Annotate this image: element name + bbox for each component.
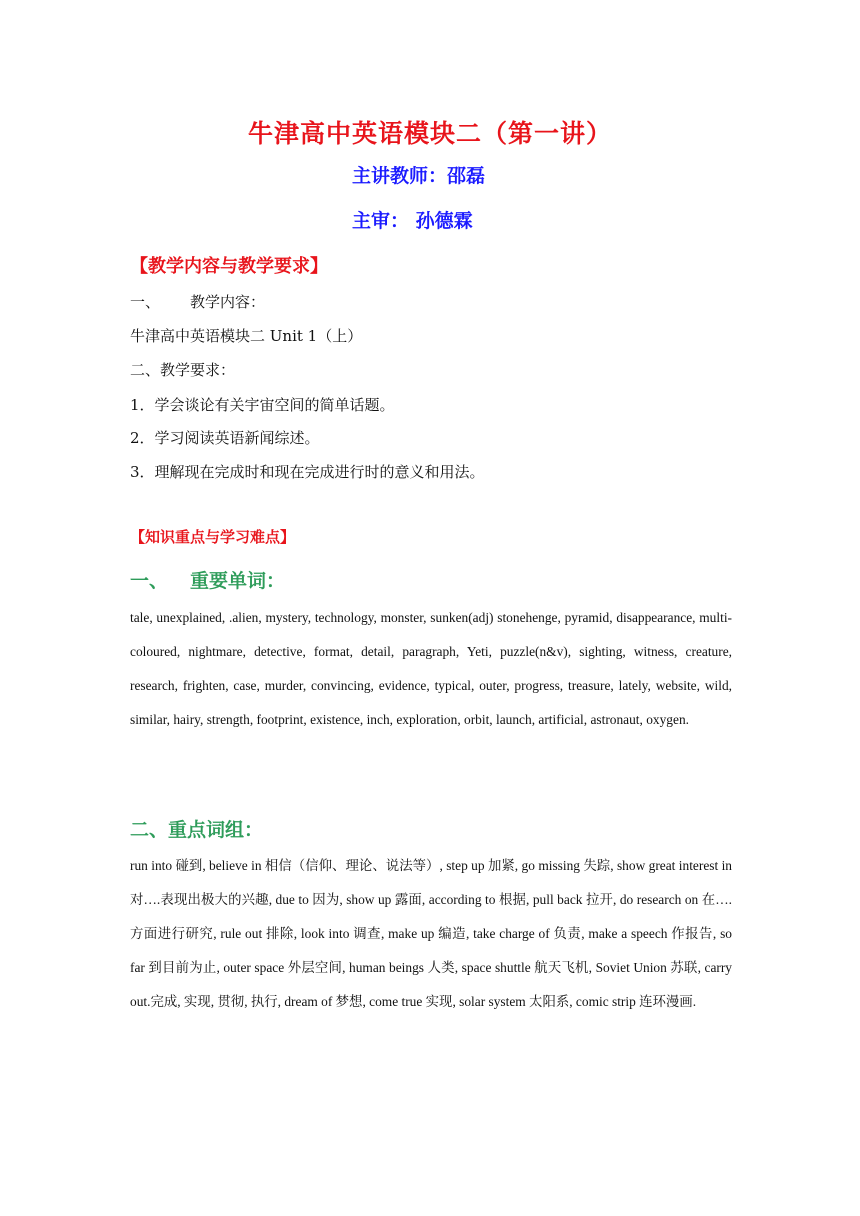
vocab-heading-label: 重要单词：	[190, 570, 286, 592]
section-heading-key-points: 【知识重点与学习难点】	[130, 528, 296, 546]
teaching-content-label	[130, 291, 265, 312]
section-heading-teaching: 【教学内容与教学要求】	[130, 256, 328, 277]
list-number: 一、	[130, 293, 161, 311]
page-title: 牛津高中英语模块二（第一讲）	[247, 119, 612, 148]
phrases-paragraph: run into 碰到, believe in 相信（信仰、理论、说法等）, step up 加紧, go missing 失踪, show great interest in 对….表现出极大的兴趣, due to 因为, show up 露面, according to 根据, pull back 拉开, do research on 在….方面进行研究, rule out 排除, look into 调查, make up 编造, take charge of 负责, make a speech 作报告, so far 到目前为止, outer space 外层空间, human beings 人类, space shuttle 航天飞机, Soviet Union 苏联, carry out.完成, 实现, 贯彻, 执行, dream of 梦想, come true 实现, solar system 太阳系, comic strip 连环漫画.	[130, 858, 732, 1009]
vocab-heading	[130, 566, 285, 593]
list-number: 一、	[130, 570, 169, 592]
list-label: 教学内容：	[190, 293, 266, 311]
teaching-content-value: 牛津高中英语模块二 Unit 1（上）	[130, 327, 363, 345]
teacher-line: 主讲教师：邵磊	[352, 165, 486, 187]
requirement-item: 3．理解现在完成时和现在完成进行时的意义和用法。	[130, 463, 485, 481]
teaching-requirements-label: 二、教学要求：	[130, 361, 236, 379]
phrases-heading: 二、重点词组：	[130, 819, 264, 841]
reviewer-line: 主审： 孙德霖	[352, 210, 473, 232]
vocab-paragraph: tale, unexplained, .alien, mystery, technology, monster, sunken(adj) stonehenge, pyramid, disappearance, multi-coloured, nightmare, detective, format, detail, paragraph, Yeti, puzzle(n&v), sighting, witness, creature, research, frighten, case, murder, convincing, evidence, typical, outer, progress, treasure, lately, website, wild, similar, hairy, strength, footprint, existence, inch, exploration, orbit, launch, artificial, astronaut, oxygen.	[130, 610, 732, 727]
requirement-item: 2．学习阅读英语新闻综述。	[130, 429, 320, 447]
requirement-item: 1．学会谈论有关宇宙空间的简单话题。	[130, 396, 395, 414]
